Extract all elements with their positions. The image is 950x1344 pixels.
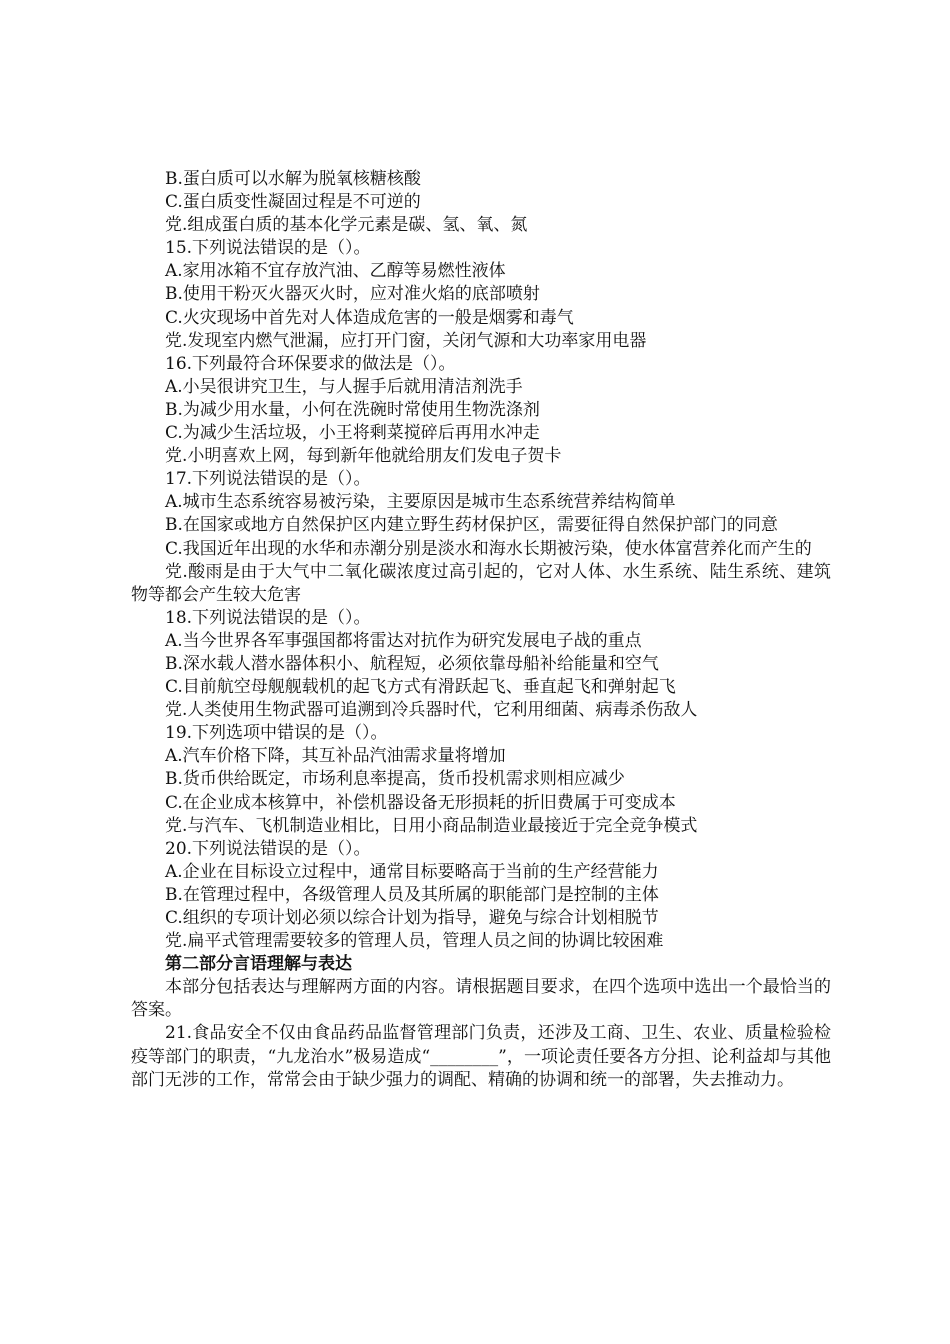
option-line: C.组织的专项计划必须以综合计划为指导，避免与综合计划相脱节 [165,908,659,928]
question-21: 21.食品安全不仅由食品药品监督管理部门负责，还涉及工商、卫生、农业、质量检验检疫等部门的职责，“九龙治水”极易造成“________”，一项论责任要各方分担、论利益却与其他部门无涉的工作，常常会由于缺少强力的调配、精确的协调和统一的部署，失去推动力。 [131,1023,831,1090]
text-line: B.蛋白质可以水解为脱氧核糖核酸 [165,169,421,189]
question-stem: 16.下列最符合环保要求的做法是（）。 [165,353,456,374]
option-line: C.火灾现场中首先对人体造成危害的一般是烟雾和毒气 [165,307,574,328]
option-line: B.货币供给既定，市场利息率提高，货币投机需求则相应减少 [165,769,625,790]
option-line: A.汽车价格下降，其互补品汽油需求量将增加 [165,746,506,767]
option-line: C.目前航空母舰舰载机的起飞方式有滑跃起飞、垂直起飞和弹射起飞 [165,677,676,698]
option-line: A.当今世界各军事强国都将雷达对抗作为研究发展电子战的重点 [165,630,642,651]
option-line: B.使用干粉灭火器灭火时，应对准火焰的底部喷射 [165,284,540,305]
option-line: 党.酸雨是由于大气中二氧化碳浓度过高引起的，它对人体、水生系统、陆生系统、建筑物等都会产生较大危害 [131,561,831,605]
option-line: 党.小明喜欢上网，每到新年他就给朋友们发电子贺卡 [165,446,562,467]
question-stem: 17.下列说法错误的是（）。 [165,469,371,490]
question-stem: 18.下列说法错误的是（）。 [165,607,371,628]
question-stem: 15.下列说法错误的是（）。 [165,238,371,259]
option-line: C.为减少生活垃圾，小王将剩菜搅碎后再用水冲走 [165,423,540,444]
option-line: B.在国家或地方自然保护区内建立野生药材保护区，需要征得自然保护部门的同意 [165,515,778,536]
option-line: B.深水载人潜水器体积小、航程短，必须依靠母船补给能量和空气 [165,653,659,674]
option-line: 党.扁平式管理需要较多的管理人员，管理人员之间的协调比较困难 [165,931,664,952]
question-stem: 20.下列说法错误的是（）。 [165,838,371,859]
option-line: B.为减少用水量，小何在洗碗时常使用生物洗涤剂 [165,399,540,420]
option-line: 党.人类使用生物武器可追溯到冷兵器时代，它利用细菌、病毒杀伤敌人 [165,700,698,721]
option-line: A.小吴很讲究卫生，与人握手后就用清洁剂洗手 [165,376,523,397]
section-intro: 本部分包括表达与理解两方面的内容。请根据题目要求，在四个选项中选出一个最恰当的答案。 [131,977,831,1021]
option-line: A.家用冰箱不宜存放汽油、乙醇等易燃性液体 [165,261,506,282]
text-line: 党.组成蛋白质的基本化学元素是碳、氢、氧、氮 [165,215,528,236]
option-line: C.我国近年出现的水华和赤潮分别是淡水和海水长期被污染，使水体富营养化而产生的 [165,538,812,559]
option-line: C.在企业成本核算中，补偿机器设备无形损耗的折旧费属于可变成本 [165,792,676,813]
section-heading: 第二部分言语理解与表达 [165,954,352,975]
document-page [131,168,831,1092]
question-stem: 19.下列选项中错误的是（）。 [165,723,388,744]
option-line: 党.发现室内燃气泄漏，应打开门窗，关闭气源和大功率家用电器 [165,330,647,351]
option-line: A.城市生态系统容易被污染，主要原因是城市生态系统营养结构简单 [165,492,676,513]
option-line: 党.与汽车、飞机制造业相比，日用小商品制造业最接近于完全竞争模式 [165,815,698,836]
text-line: C.蛋白质变性凝固过程是不可逆的 [165,192,421,213]
option-line: A.企业在目标设立过程中，通常目标要略高于当前的生产经营能力 [165,861,659,882]
option-line: B.在管理过程中，各级管理人员及其所属的职能部门是控制的主体 [165,884,659,905]
